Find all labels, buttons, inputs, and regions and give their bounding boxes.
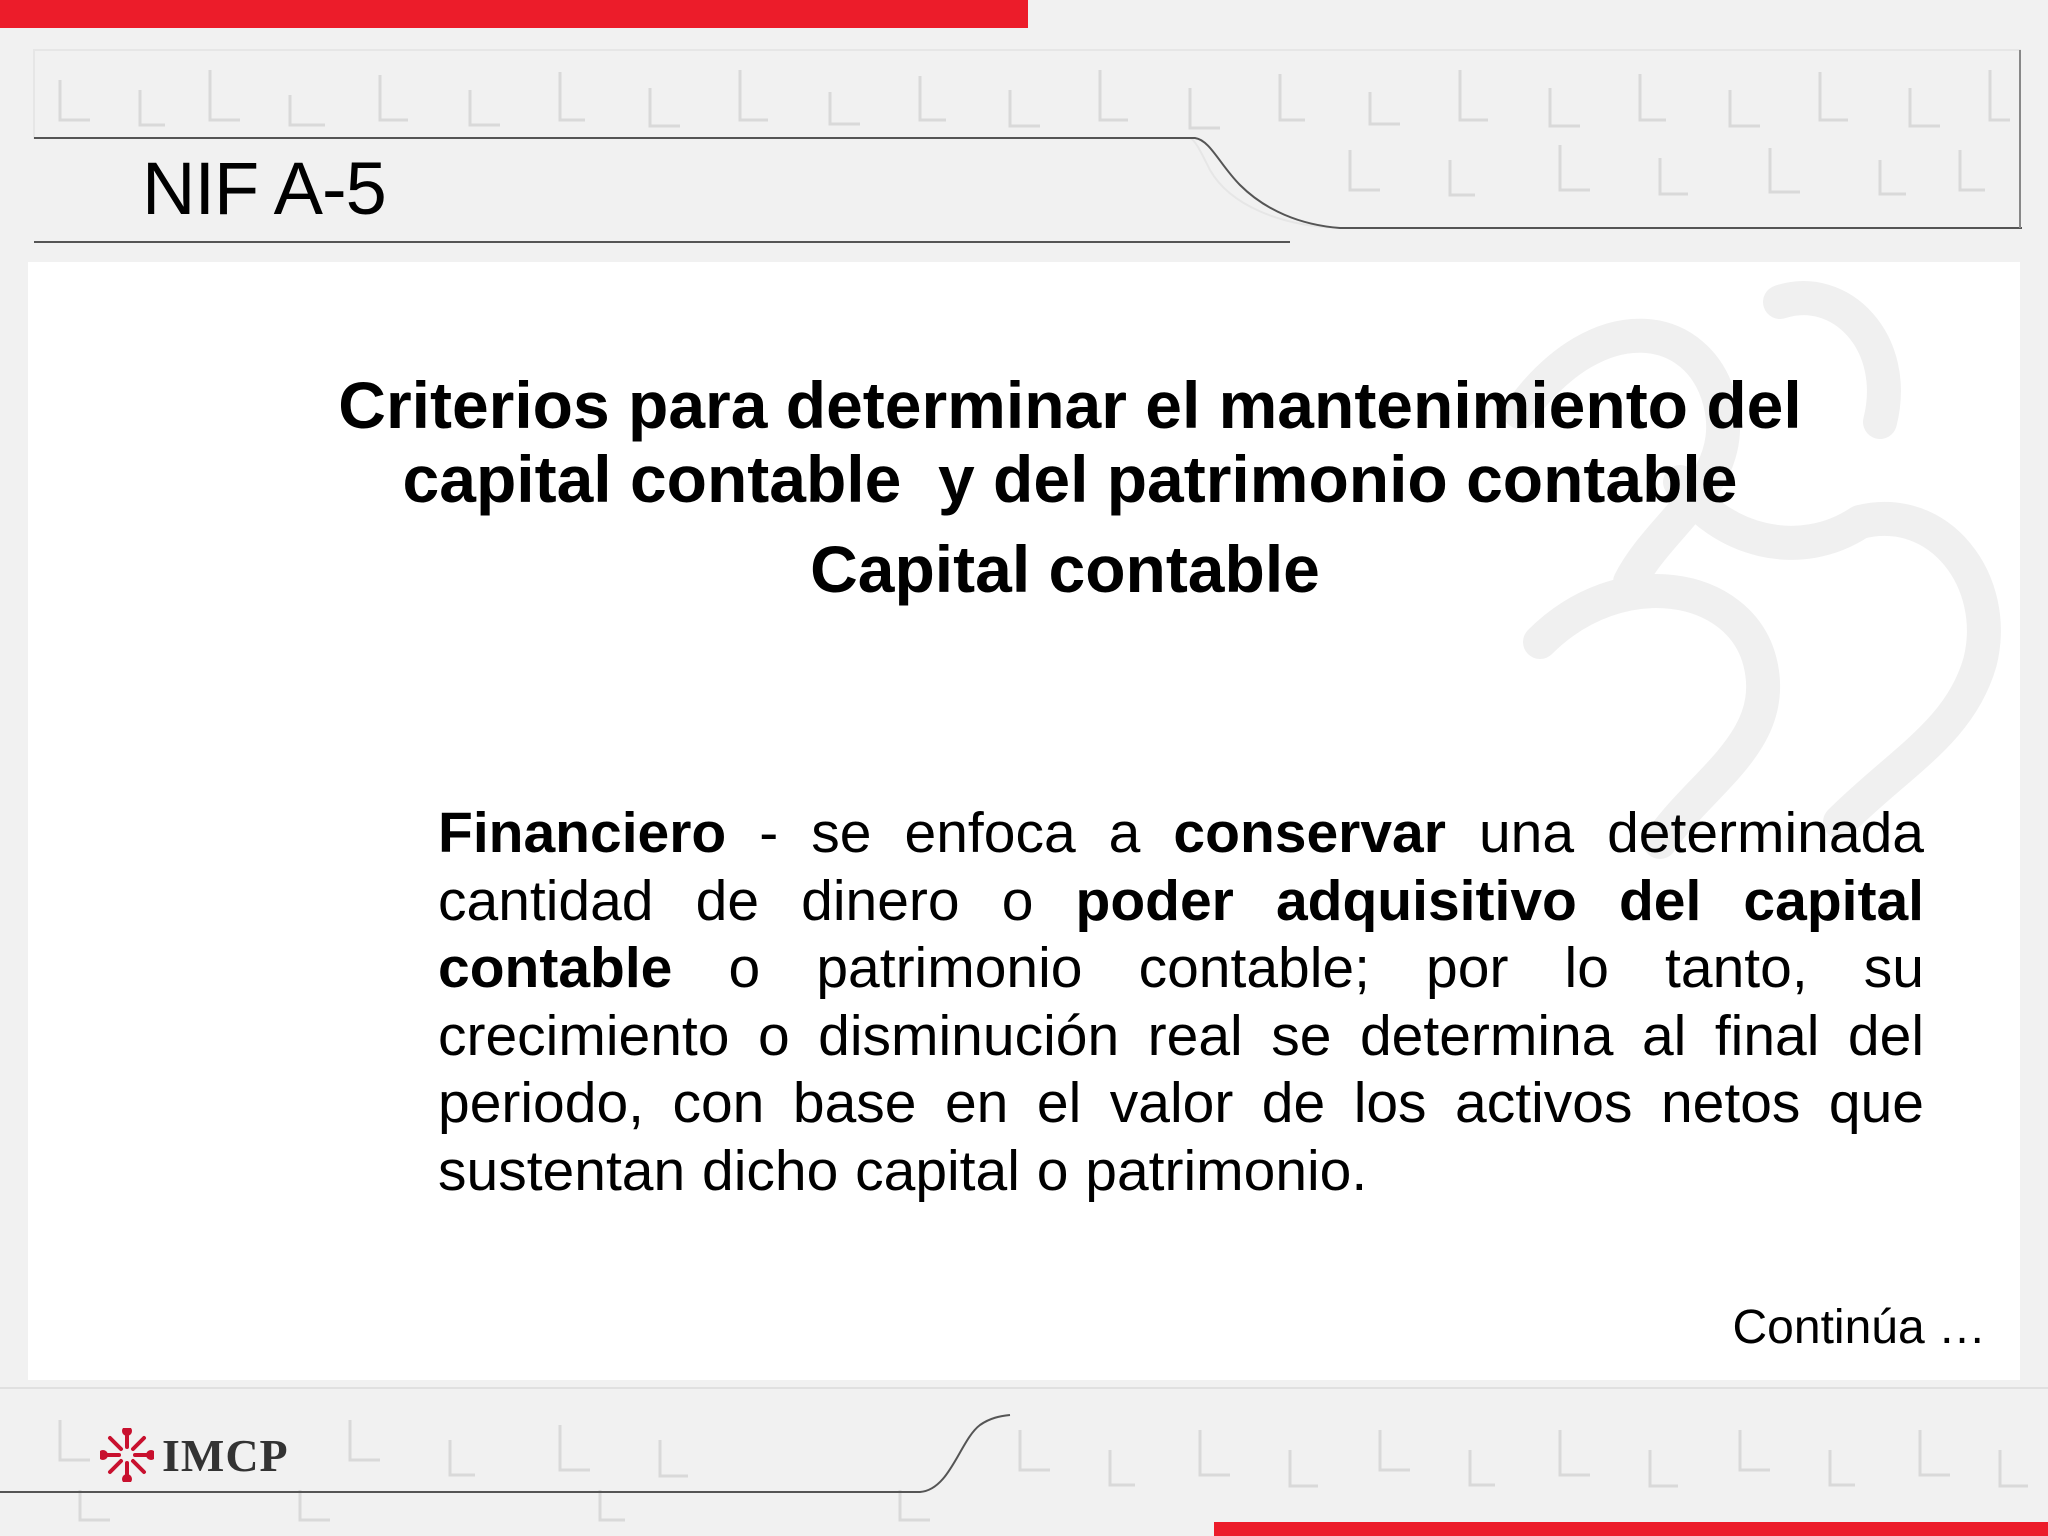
heading-line-2: capital contable y del patrimonio contable [402, 442, 1738, 516]
body-bold-poder: poder adquisitivo del capital contable [438, 868, 1924, 1000]
subheading: Capital contable [810, 532, 1320, 606]
footer-frame [0, 1380, 2048, 1536]
bottom-accent-bar [1214, 1522, 2048, 1536]
body-dash: - se enfoca a [726, 801, 1174, 865]
body-bold-conservar: conservar [1173, 801, 1446, 865]
body-text-1: una determinada cantidad de dinero o [438, 801, 1924, 933]
body-term: Financiero [438, 801, 727, 865]
heading-line-1: Criterios para determinar el mantenimiento del [338, 368, 1802, 442]
continue-label: Continúa … [1732, 1301, 1986, 1354]
imcp-star-icon [100, 1428, 154, 1482]
slide-title: NIF A-5 [142, 147, 386, 230]
imcp-logo [100, 1428, 289, 1482]
logo-text: IMCP [162, 1429, 289, 1481]
body-paragraph [438, 800, 1924, 1205]
main-heading [260, 368, 1880, 516]
body-text-2: o patrimonio contable; por lo tanto, su crecimiento o disminución real se determina al final del periodo, con base en el valor de los activos netos que sustentan dicho capital o patrimonio. [438, 936, 1924, 1203]
